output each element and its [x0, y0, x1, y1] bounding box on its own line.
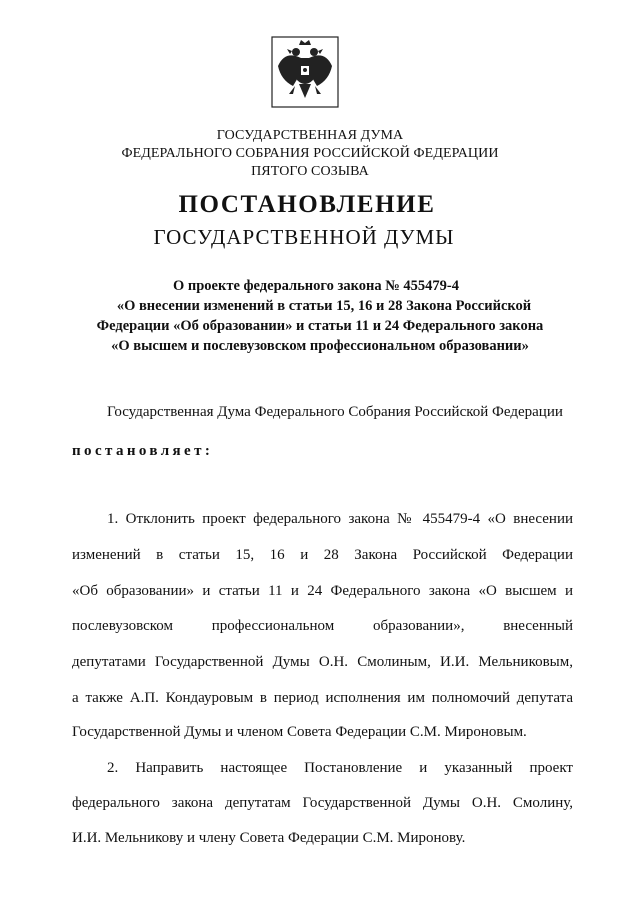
- paragraph-1-line: а также А.П. Кондауровым в период исполнения им полномочий депутата: [72, 690, 573, 706]
- issuer-line-3: ПЯТОГО СОЗЫВА: [251, 164, 369, 179]
- subject-line: О проекте федерального закона № 455479-4: [172, 278, 460, 294]
- decrees-word: постановляет:: [72, 443, 214, 459]
- intro-text: Государственная Дума Федерального Собрания Российской Федерации: [107, 404, 563, 420]
- issuer-line-1: ГОСУДАРСТВЕННАЯ ДУМА: [216, 128, 404, 143]
- paragraph-1-line: депутатами Государственной Думы О.Н. Смолиным, И.И. Мельниковым,: [72, 654, 573, 670]
- paragraph-1-line: Государственной Думы и членом Совета Федерации С.М. Мироновым.: [72, 724, 527, 740]
- subject-line: «О внесении изменений в статьи 15, 16 и 28 Закона Российской: [116, 298, 532, 314]
- coat-of-arms-icon: [271, 36, 339, 108]
- subject-line: Федерации «Об образовании» и статьи 11 и 24 Федерального закона: [96, 318, 544, 334]
- subject-line: «О высшем и послевузовском профессиональном образовании»: [111, 338, 529, 354]
- document-subtitle: ГОСУДАРСТВЕННОЙ ДУМЫ: [153, 225, 455, 249]
- document-title: ПОСТАНОВЛЕНИЕ: [178, 191, 436, 218]
- paragraph-1-line: 1. Отклонить проект федерального закона № 455479-4 «О внесении: [107, 511, 573, 527]
- paragraph-1-line: изменений в статьи 15, 16 и 28 Закона Российской Федерации: [72, 547, 573, 563]
- paragraph-2-line: федерального закона депутатам Государственной Думы О.Н. Смолину,: [72, 795, 573, 811]
- paragraph-2-line: 2. Направить настоящее Постановление и указанный проект: [107, 760, 573, 776]
- paragraph-1-line: «Об образовании» и статьи 11 и 24 Федерального закона «О высшем и: [72, 583, 573, 599]
- paragraph-2-line: И.И. Мельникову и члену Совета Федерации С.М. Миронову.: [72, 830, 466, 846]
- issuer-line-2: ФЕДЕРАЛЬНОГО СОБРАНИЯ РОССИЙСКОЙ ФЕДЕРАЦИИ: [121, 146, 499, 161]
- paragraph-1-line: послевузовском профессиональном образовании», внесенный: [72, 618, 573, 634]
